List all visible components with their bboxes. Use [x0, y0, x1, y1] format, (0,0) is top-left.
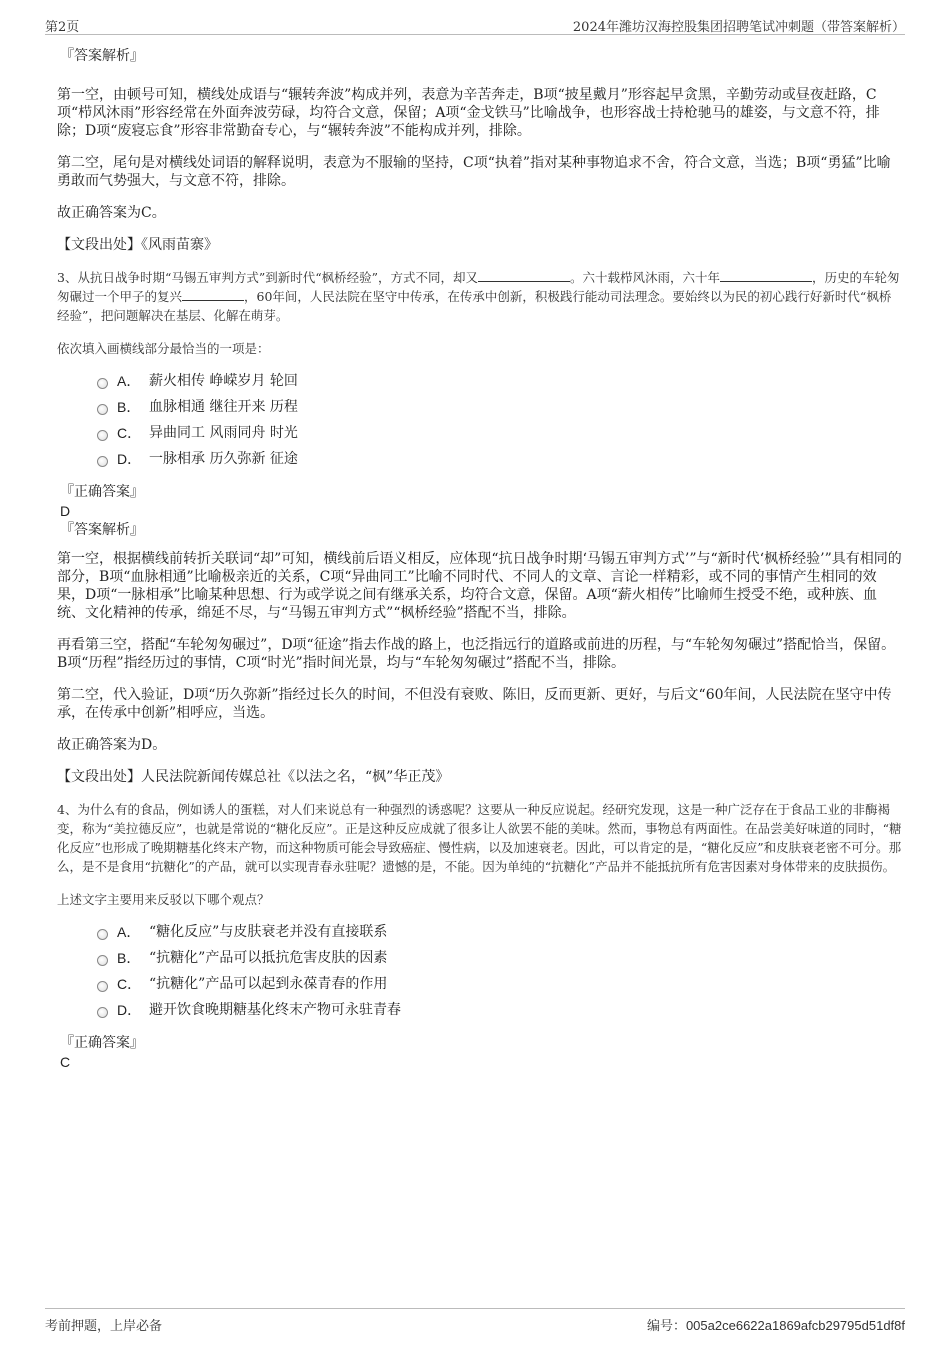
question-prompt: 依次填入画横线部分最恰当的一项是： [57, 341, 270, 356]
page-header [45, 14, 905, 35]
option-b[interactable]: B． “抗糖化”产品可以抵抗危害皮肤的因素 [97, 945, 902, 971]
page-footer [45, 1308, 905, 1333]
analysis-paragraph: 第二空，代入验证，D项“历久弥新”指经过长久的时间，不但没有衰败、陈旧，反而更新、更好，与后文“60年间，人民法院在坚守中传承，在传承中创新”相呼应，当选。 [57, 687, 892, 721]
question-4-stem: 4、为什么有的食品，例如诱人的蛋糕，对人们来说总有一种强烈的诱惑呢？这要从一种反应说起。经研究发现，这是一种广泛存在于食品工业的非酶褐变，称为“美拉德反应”，也就是常说的“糖化反应”。正是这种反应成就了很多让人欲罢不能的美味。然而，事物总有两面性。在品尝美好味道的同时，“糖化反应”也形成了晚期糖基化终末产物，而这种物质可能会导致癌症、慢性病，以及加速衰老。因此，可以肯定的是，“糖化反应”和皮肤衰老密不可分。那么，是不是食用“抗糖化”的产品，就可以实现青春永驻呢？遗憾的是，不能。因为单纯的“抗糖化”产品并不能抵抗所有危害因素对身体带来的皮肤损伤。 [57, 802, 902, 874]
document-code: 编号：005a2ce6622a1869afcb29795d51df8f [646, 1318, 905, 1333]
question-3-options [97, 368, 902, 472]
analysis-paragraph: 第一空，由顿号可知，横线处成语与“辗转奔波”构成并列，表意为辛苦奔走，B项“披星戴月”形容起早贪黑，辛勤劳动或昼夜赶路，C项“栉风沐雨”形容经常在外面奔波劳碌，均符合文意，保留；A项“金戈铁马”比喻战争，也形容战士持枪驰马的雄姿，与文意不符，排除；D项“废寝忘食”形容非常勤奋专心，与“辗转奔波”不能构成并列，排除。 [57, 87, 880, 139]
question-prompt: 上述文字主要用来反驳以下哪个观点？ [57, 892, 270, 907]
radio-icon[interactable] [97, 981, 108, 992]
radio-icon[interactable] [97, 929, 108, 940]
radio-icon[interactable] [97, 430, 108, 441]
source-note: 【文段出处】《风雨苗寨》 [57, 237, 218, 253]
fill-blank-2 [720, 269, 812, 282]
fill-blank-3 [182, 288, 244, 301]
question-3-stem: 3、从抗日战争时期“马锡五审判方式”到新时代“枫桥经验”，方式不同，却又 。六十载栉风沐雨，六十年 ，历史的车轮匆匆碾过一个甲子的复兴 ，60年间，人民法院在坚守中传承，在传承中创新，积极践行能动司法理念。要始终以为民的初心践行好新时代“枫桥经验”，把问题解决在基层、化解在萌芽。 [57, 270, 900, 323]
radio-icon[interactable] [97, 1007, 108, 1018]
analysis-paragraph: 再看第三空，搭配“车轮匆匆碾过”，D项“征途”指去作战的路上，也泛指远行的道路或前进的历程，与“车轮匆匆碾过”搭配恰当，保留。B项“历程”指经历过的事情，C项“时光”指时间光景，均与“车轮匆匆碾过”搭配不当，排除。 [57, 637, 896, 671]
option-c[interactable]: C． “抗糖化”产品可以起到永葆青春的作用 [97, 971, 902, 997]
conclusion: 故正确答案为D。 [57, 737, 167, 753]
radio-icon[interactable] [97, 404, 108, 415]
question-4-options [97, 919, 902, 1023]
correct-answer: C [60, 1054, 71, 1070]
document-title: 2024年潍坊汉海控股集团招聘笔试冲刺题（带答案解析） [572, 20, 905, 35]
option-c[interactable]: C． 异曲同工 风雨同舟 时光 [97, 420, 902, 446]
option-d[interactable]: D． 一脉相承 历久弥新 征途 [97, 446, 902, 472]
option-d[interactable]: D． 避开饮食晚期糖基化终末产物可永驻青春 [97, 997, 902, 1023]
radio-icon[interactable] [97, 955, 108, 966]
analysis-heading: 『答案解析』 [60, 522, 144, 538]
option-a[interactable]: A． “糖化反应”与皮肤衰老并没有直接联系 [97, 919, 902, 945]
conclusion: 故正确答案为C。 [57, 205, 166, 221]
analysis-heading: 『答案解析』 [60, 48, 144, 64]
option-a[interactable]: A． 薪火相传 峥嵘岁月 轮回 [97, 368, 902, 394]
answer-heading: 『正确答案』 [60, 1035, 144, 1051]
option-b[interactable]: B． 血脉相通 继往开来 历程 [97, 394, 902, 420]
fill-blank-1 [478, 269, 570, 282]
radio-icon[interactable] [97, 378, 108, 389]
radio-icon[interactable] [97, 456, 108, 467]
correct-answer: D [60, 503, 71, 519]
page-number: 第2页 [45, 20, 80, 35]
analysis-paragraph: 第二空，尾句是对横线处词语的解释说明，表意为不服输的坚持，C项“执着”指对某种事物追求不舍，符合文意，当选；B项“勇猛”比喻勇敢而气势强大，与文意不符，排除。 [57, 155, 891, 189]
page-content [57, 46, 902, 1071]
footer-slogan: 考前押题，上岸必备 [45, 1319, 163, 1334]
analysis-paragraph: 第一空，根据横线前转折关联词“却”可知，横线前后语义相反，应体现“抗日战争时期‘马锡五审判方式’”与“新时代‘枫桥经验’”具有相同的部分，B项“血脉相通”比喻极亲近的关系，C项“异曲同工”比喻不同时代、不同人的文章、言论一样精彩，或不同的事情产生相同的效果，D项“一脉相承”比喻某种思想、行为或学说之间有继承关系，均符合文意，保留。A项“薪火相传”比喻师生授受不绝，或种族、血统、文化精神的传承，绵延不尽，与“马锡五审判方式”“枫桥经验”搭配不当，排除。 [57, 551, 902, 621]
source-note: 【文段出处】人民法院新闻传媒总社《以法之名，“枫”华正茂》 [57, 769, 450, 785]
answer-heading: 『正确答案』 [60, 484, 144, 500]
